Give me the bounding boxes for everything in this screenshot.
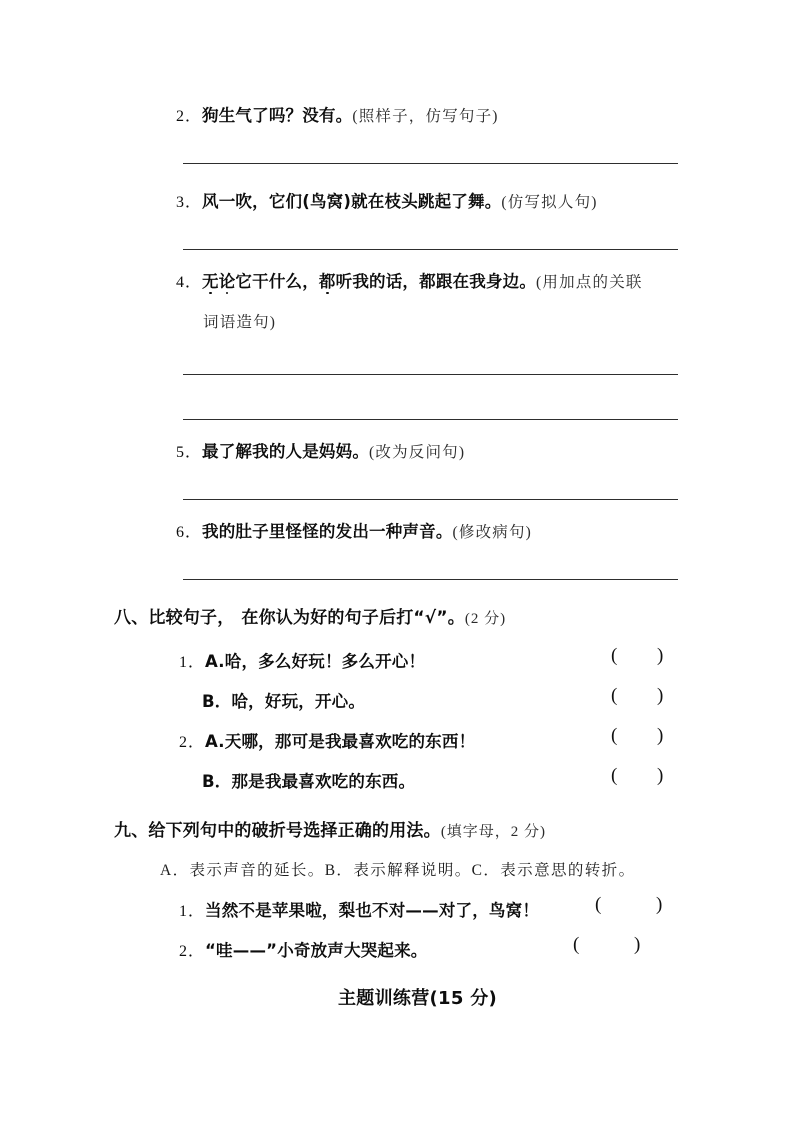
bracket-right-glyph: ) [657,685,664,706]
section-number: 九、 [114,821,149,841]
answer-rule[interactable] [183,499,678,500]
option-label: A. [205,732,225,751]
question-number: 2． [176,108,203,125]
section-title-part2: 在你认为好的句子后打“√”。 [241,608,465,628]
bracket-right-glyph: ) [657,765,664,786]
question-item-3 [176,189,598,216]
bracket-right-9-2[interactable] [634,934,640,956]
question-text: 我的肚子里怪怪的发出一种声音。 [202,522,453,541]
question-item-4 [176,269,643,296]
bracket-left-glyph: ( [611,725,618,746]
section-points: (填字母，2 分) [440,824,547,840]
question-hint: (改为反问句) [369,444,466,461]
option-text: 天哪，那可是我最喜欢吃的东西！ [224,732,476,751]
answer-rule[interactable] [183,374,678,375]
bracket-right-1a[interactable] [657,645,663,667]
bracket-left-glyph: ( [611,645,618,666]
question-hint: (修改病句) [452,524,533,541]
question-text-mid: 它干什么， [235,272,319,291]
option-text: 那是我最喜欢吃的东西。 [231,772,416,791]
question-text: 最了解我的人是妈妈。 [202,442,370,461]
bracket-left-glyph: ( [611,765,618,786]
item-number: 2． [179,734,206,751]
answer-rule[interactable] [183,249,678,250]
bracket-left-1a [611,645,617,667]
question-text-post: 听我的话，都跟在我身边。 [335,272,537,291]
option-row-1a [179,648,425,672]
bracket-right-2a[interactable] [657,725,663,747]
option-row-2a [179,728,475,752]
question-hint: (照样子，仿写句子) [352,108,499,125]
question-number: 4． [176,274,203,291]
emphasis-char-1: 无 [202,272,219,291]
question-row-9-1 [179,897,539,921]
emphasis-char-2: 论 [218,272,236,291]
question-item-4-hint-continued [203,309,276,336]
item-number: 1． [179,903,206,920]
question-item-5 [176,439,465,466]
bracket-left-2a [611,725,617,747]
bracket-right-9-1[interactable] [656,894,662,916]
answer-rule[interactable] [183,419,678,420]
bracket-left-1b [611,685,617,707]
section-points: (2 分) [464,611,507,627]
question-number: 5． [176,444,203,461]
section-title: 给下列句中的破折号选择正确的用法。 [148,821,441,841]
question-text: 狗生气了吗？没有。 [202,106,353,125]
option-label: B． [202,772,232,791]
option-label: B． [202,692,232,711]
bracket-right-glyph: ) [657,725,664,746]
section-heading-eight [114,603,506,628]
bracket-left-glyph: ( [573,934,580,955]
usage-legend: A．表示声音的延长。B．表示解释说明。C．表示意思的转折。 [160,862,636,879]
answer-rule[interactable] [183,163,678,164]
section-heading-nine [114,816,546,841]
bracket-right-glyph: ) [656,894,663,915]
emphasis-char-3: 都 [318,272,336,291]
bracket-right-2b[interactable] [657,765,663,787]
section-title: 比较句子， [148,608,235,628]
option-row-1b [202,688,365,712]
question-item-2 [176,103,499,130]
option-text: 哈，多么好玩！多么开心！ [224,652,426,671]
question-text: 风一吹，它们(鸟窝)就在枝头跳起了舞。 [202,192,502,211]
bracket-left-2b [611,765,617,787]
question-hint: (仿写拟人句) [501,194,598,211]
section-number: 八、 [114,608,149,628]
bracket-left-glyph: ( [611,685,618,706]
question-text: “哇——”小奇放声大哭起来。 [205,941,428,960]
question-hint: (用加点的关联 [536,274,643,291]
question-item-6 [176,519,532,546]
answer-rule[interactable] [183,579,678,580]
bracket-right-glyph: ) [634,934,641,955]
option-row-2b [202,768,415,792]
question-hint-continued: 词语造句) [203,314,277,331]
question-number: 3． [176,194,203,211]
item-number: 1． [179,654,206,671]
bracket-left-9-1 [595,894,601,916]
bracket-left-glyph: ( [595,894,602,915]
question-text: 当然不是苹果啦，梨也不对——对了，鸟窝！ [205,901,540,920]
bracket-right-glyph: ) [657,645,664,666]
question-number: 6． [176,524,203,541]
option-label: A. [205,652,225,671]
question-row-9-2 [179,937,428,961]
section-banner-theme-training: 主题训练营(15 分) [338,988,498,1009]
option-text: 哈，好玩，开心。 [231,692,366,711]
bracket-left-9-2 [573,934,579,956]
item-number: 2． [179,943,206,960]
bracket-right-1b[interactable] [657,685,663,707]
